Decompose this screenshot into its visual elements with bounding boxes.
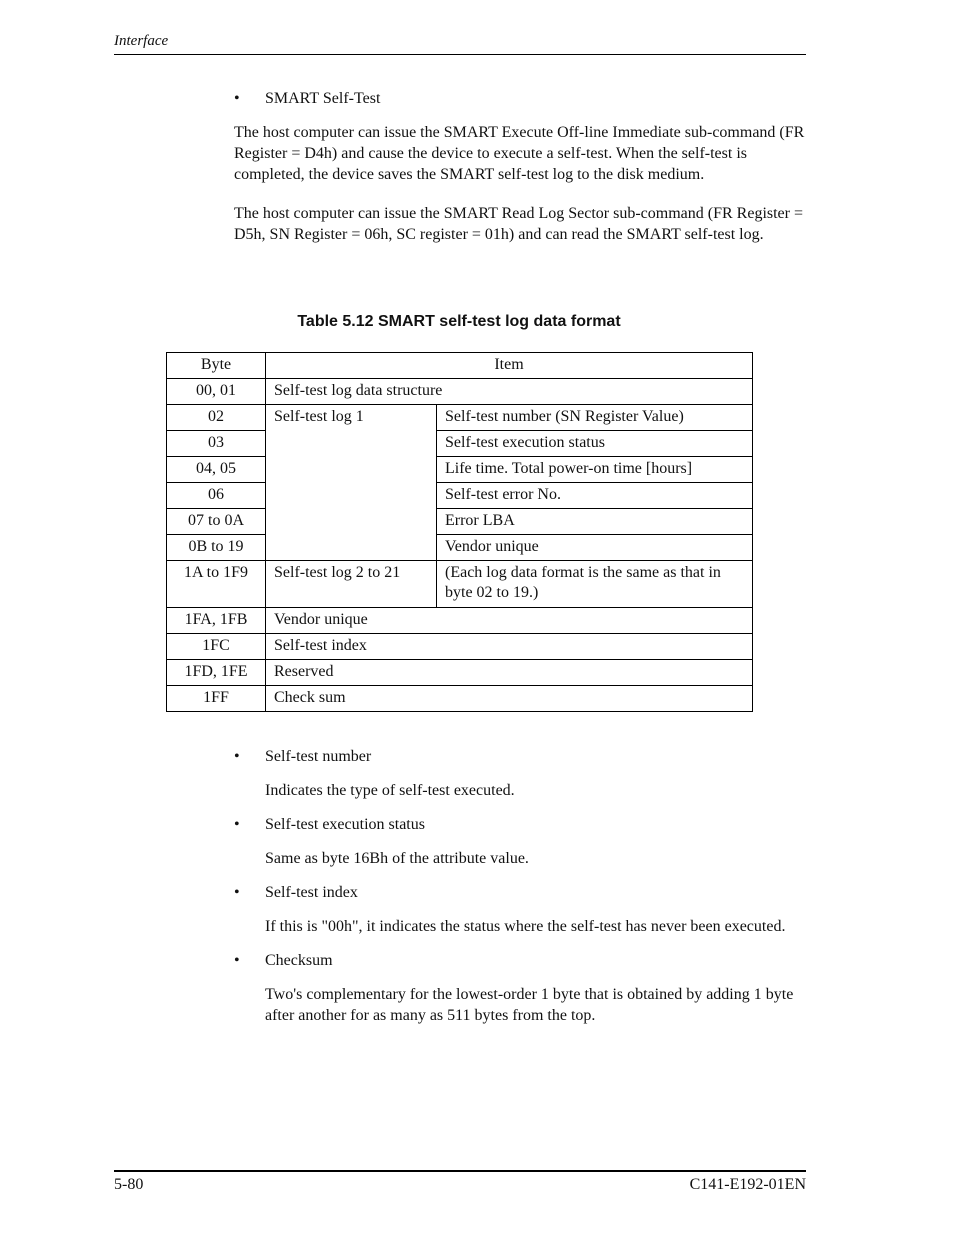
item-cell: Self-test execution status xyxy=(437,431,753,457)
footer-rule xyxy=(114,1170,806,1172)
note-bullet xyxy=(234,882,806,903)
table-row xyxy=(167,457,753,483)
item-cell: Check sum xyxy=(266,686,753,712)
header-item: Item xyxy=(266,353,753,379)
table-row xyxy=(167,561,753,608)
table-row xyxy=(167,660,753,686)
note-title: Checksum xyxy=(265,952,333,969)
table-row xyxy=(167,379,753,405)
table-row xyxy=(167,405,753,431)
table-header-row xyxy=(167,353,753,379)
note-description: Indicates the type of self-test executed. xyxy=(265,782,515,799)
item-cell: Reserved xyxy=(266,660,753,686)
byte-cell: 1FA, 1FB xyxy=(167,608,266,634)
intro-paragraph-2: The host computer can issue the SMART Read Log Sector sub-command (FR Register = D5h, SN Register = 06h, SC register = 01h) and can read the SMART self-test log. xyxy=(234,205,804,243)
item-cell: Self-test error No. xyxy=(437,483,753,509)
note-bullet xyxy=(234,950,806,971)
table-row xyxy=(167,608,753,634)
item-cell: Life time. Total power-on time [hours] xyxy=(437,457,753,483)
group-cell: Self-test log 1 xyxy=(266,405,437,561)
item-cell: Error LBA xyxy=(437,509,753,535)
byte-cell: 1A to 1F9 xyxy=(167,561,266,608)
table-caption: Table 5.12 SMART self-test log data format xyxy=(297,313,621,330)
note-bullet xyxy=(234,814,806,835)
byte-cell: 03 xyxy=(167,431,266,457)
table-row xyxy=(167,634,753,660)
item-cell: Self-test number (SN Register Value) xyxy=(437,405,753,431)
byte-cell: 00, 01 xyxy=(167,379,266,405)
note-description: Same as byte 16Bh of the attribute value. xyxy=(265,850,529,867)
item-cell: Self-test index xyxy=(266,634,753,660)
item-cell: Self-test log data structure xyxy=(266,379,753,405)
bullet-icon: • xyxy=(234,748,240,765)
item-cell: (Each log data format is the same as that in byte 02 to 19.) xyxy=(437,561,753,608)
note-title: Self-test execution status xyxy=(265,816,425,833)
note-title: Self-test index xyxy=(265,884,358,901)
byte-cell: 06 xyxy=(167,483,266,509)
byte-cell: 1FD, 1FE xyxy=(167,660,266,686)
byte-cell: 1FC xyxy=(167,634,266,660)
bullet-icon: • xyxy=(234,816,240,833)
table-row xyxy=(167,483,753,509)
note-title: Self-test number xyxy=(265,748,372,765)
bullet-icon: • xyxy=(234,884,240,901)
item-cell: Vendor unique xyxy=(266,608,753,634)
group-cell: Self-test log 2 to 21 xyxy=(266,561,437,608)
document-id: C141-E192-01EN xyxy=(689,1176,806,1193)
log-format-table xyxy=(166,352,753,712)
running-header: Interface xyxy=(114,33,169,49)
header-rule xyxy=(114,54,806,55)
notes-section xyxy=(234,746,806,1039)
intro-section xyxy=(234,88,806,245)
intro-paragraph-1: The host computer can issue the SMART Execute Off-line Immediate sub-command (FR Register = D4h) and cause the device to execute a self-test. When the self-test is completed, the device saves the SMART self-test log to the disk medium. xyxy=(234,124,805,183)
section-title: SMART Self-Test xyxy=(265,90,381,107)
byte-cell: 04, 05 xyxy=(167,457,266,483)
byte-cell: 0B to 19 xyxy=(167,535,266,561)
bullet-icon: • xyxy=(234,90,240,107)
byte-cell: 1FF xyxy=(167,686,266,712)
table-row xyxy=(167,686,753,712)
note-description: If this is "00h", it indicates the status where the self-test has never been executed. xyxy=(265,918,786,935)
table-row xyxy=(167,535,753,561)
table-row xyxy=(167,431,753,457)
byte-cell: 02 xyxy=(167,405,266,431)
byte-cell: 07 to 0A xyxy=(167,509,266,535)
item-cell: Vendor unique xyxy=(437,535,753,561)
bullet-icon: • xyxy=(234,952,240,969)
page-number: 5-80 xyxy=(114,1176,144,1193)
header-byte: Byte xyxy=(167,353,266,379)
section-bullet xyxy=(234,88,806,109)
note-bullet xyxy=(234,746,806,767)
note-description: Two's complementary for the lowest-order 1 byte that is obtained by adding 1 byte after another for as many as 511 bytes from the top. xyxy=(265,986,794,1024)
table-row xyxy=(167,509,753,535)
